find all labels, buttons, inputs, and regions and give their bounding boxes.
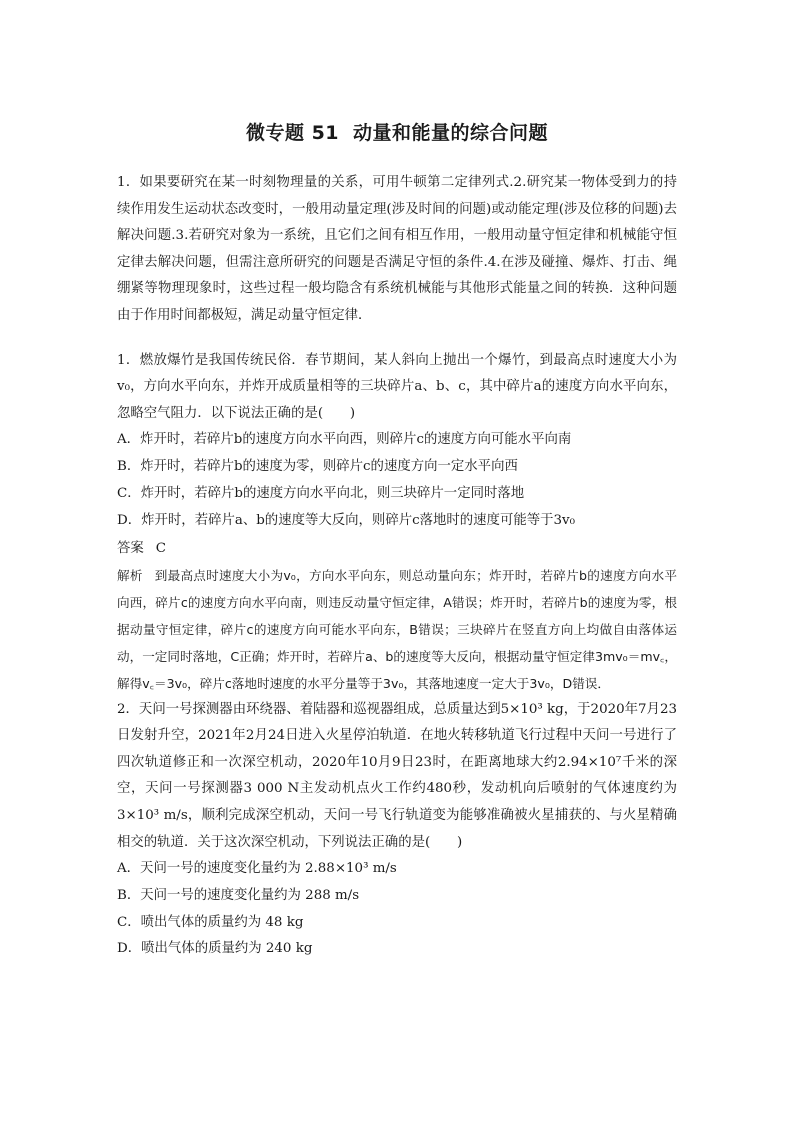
- question-2-option-b: B．天问一号的速度变化量约为 288 m/s: [117, 887, 360, 903]
- question-2-option-d: D．喷出气体的质量约为 240 kg: [117, 941, 313, 957]
- question-2-option-a: A．天问一号的速度变化量约为 2.88×10³ m/s: [117, 861, 397, 877]
- question-1-analysis: [117, 562, 677, 697]
- question-1-option-d: D．炸开时，若碎片a、b的速度等大反向，则碎片c落地时的速度可能等于3v₀: [117, 512, 575, 528]
- analysis-label: 解析: [117, 567, 143, 583]
- question-1-answer: [117, 535, 677, 562]
- question-1-option-a: A．炸开时，若碎片b的速度方向水平向西，则碎片c的速度方向可能水平向南: [117, 432, 572, 448]
- question-1-stem: 1．燃放爆竹是我国传统民俗．春节期间，某人斜向上抛出一个爆竹，到最高点时速度大小为v₀，方向水平向东，并炸开成质量相等的三块碎片a、b、c，其中碎片a的速度方向水平向东，忽略空气阻力．以下说法正确的是( ): [117, 352, 677, 421]
- question-1: [117, 348, 677, 697]
- analysis-text: 到最高点时速度大小为v₀，方向水平向东，则总动量向东；炸开时，若碎片b的速度方向水平向西，碎片c的速度方向水平向南，则违反动量守恒定律，A错误；炸开时，若碎片b的速度为零，根据动量守恒定律，碎片c的速度方向可能水平向东，B错误；三块碎片在竖直方向上均做自由落体运动，一定同时落地，C正确；炸开时，若碎片a、b的速度等大反向，根据动量守恒定律3mv₀＝mv꜀，解得v꜀＝3v₀，碎片c落地时速度的水平分量等于3v₀，其落地速度一定大于3v₀，D错误．: [117, 567, 677, 691]
- answer-label: 答案: [117, 540, 144, 556]
- page-title: [117, 118, 677, 148]
- question-1-option-c: C．炸开时，若碎片b的速度方向水平向北，则三块碎片一定同时落地: [117, 485, 525, 501]
- document-page: [117, 118, 677, 963]
- question-1-option-b: B．炸开时，若碎片b的速度为零，则碎片c的速度方向一定水平向西: [117, 459, 518, 475]
- question-2-option-c: C．喷出气体的质量约为 48 kg: [117, 914, 304, 930]
- title-main: 动量和能量的综合问题: [353, 122, 549, 144]
- question-2: [117, 697, 677, 964]
- intro-paragraph: 1．如果要研究在某一时刻物理量的关系，可用牛顿第二定律列式.2.研究某一物体受到力的持续作用发生运动状态改变时，一般用动量定理(涉及时间的问题)或动能定理(涉及位移的问题)去解决问题.3.若研究对象为一系统，且它们之间有相互作用，一般用动量守恒定律和机械能守恒定律去解决问题，但需注意所研究的问题是否满足守恒的条件.4.在涉及碰撞、爆炸、打击、绳绷紧等物理现象时，这些过程一般均隐含有系统机械能与其他形式能量之间的转换．这种问题由于作用时间都极短，满足动量守恒定律．: [117, 175, 677, 323]
- answer-value: C: [155, 540, 167, 556]
- question-2-stem: 2．天问一号探测器由环绕器、着陆器和巡视器组成，总质量达到5×10³ kg，于2020年7月23日发射升空，2021年2月24日进入火星停泊轨道．在地火转移轨道飞行过程中天问一号进行了四次轨道修正和一次深空机动，2020年10月9日23时，在距离地球大约2.94×10⁷千米的深空，天问一号探测器3 000 N主发动机点火工作约480秒，发动机向后喷射的气体速度约为3×10³ m/s，顺利完成深空机动，天问一号飞行轨道变为能够准确被火星捕获的、与火星精确相交的轨道．关于这次深空机动，下列说法正确的是( ): [117, 701, 677, 850]
- title-prefix: 微专题 51: [245, 122, 340, 144]
